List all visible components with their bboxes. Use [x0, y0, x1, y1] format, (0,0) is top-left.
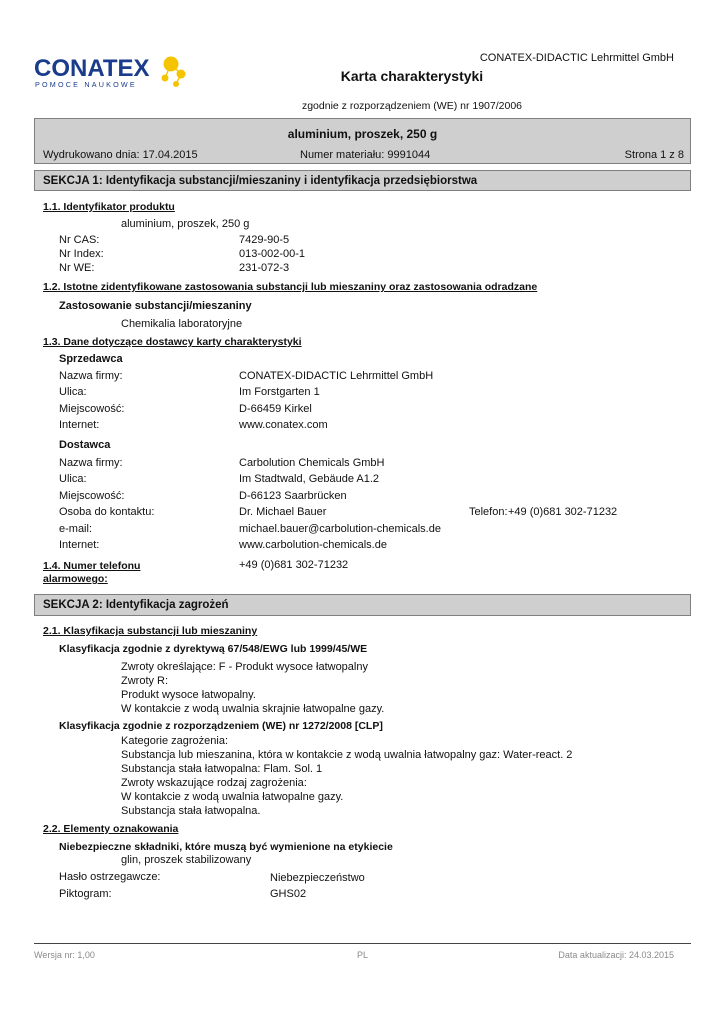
seller-label: Internet:: [59, 419, 100, 431]
seller-label: Miejscowość:: [59, 403, 125, 415]
product-name: aluminium, proszek, 250 g: [121, 218, 250, 230]
use-heading: Zastosowanie substancji/mieszaniny: [59, 300, 252, 312]
clp-line: W kontakcie z wodą uwalnia łatwopalne gazy.: [121, 791, 344, 803]
pictogram-value: GHS02: [270, 888, 307, 900]
seller-heading: Sprzedawca: [59, 353, 123, 365]
id-label: Nr WE:: [59, 262, 95, 274]
seller-label: Nazwa firmy:: [59, 370, 123, 382]
supplier-value: Im Stadtwald, Gebäude A1.2: [239, 473, 380, 485]
pictogram-label: Piktogram:: [59, 888, 112, 900]
supplier-value: Dr. Michael Bauer: [239, 506, 327, 518]
seller-value: Im Forstgarten 1: [239, 386, 320, 398]
phone-value: +49 (0)681 302-71232: [508, 506, 618, 518]
use-value: Chemikalia laboratoryjne: [121, 318, 243, 330]
id-value: 7429-90-5: [239, 234, 290, 246]
clp-line: Zwroty wskazujące rodzaj zagrożenia:: [121, 777, 307, 789]
seller-website-link[interactable]: www.conatex.com: [239, 419, 328, 431]
page-number: Strona 1 z 8: [624, 149, 684, 161]
clp-line: Substancja stała łatwopalna: Flam. Sol. 1: [121, 763, 323, 775]
signal-word-value: Niebezpieczeństwo: [270, 872, 365, 884]
seller-value: D-66459 Kirkel: [239, 403, 312, 415]
id-label: Nr CAS:: [59, 234, 100, 246]
supplier-email-link[interactable]: michael.bauer@carbolution-chemicals.de: [239, 523, 441, 535]
supplier-label: Ulica:: [59, 473, 87, 485]
clp-heading: Klasyfikacja zgodnie z rozporządzeniem (WE) nr 1272/2008 [CLP]: [59, 720, 383, 732]
emergency-phone: +49 (0)681 302-71232: [239, 559, 349, 571]
company-name: CONATEX-DIDACTIC Lehrmittel GmbH: [479, 52, 674, 64]
heading-1-2: 1.2. Istotne zidentyfikowane zastosowania substancji lub mieszaniny oraz zastosowania odradzane: [43, 281, 538, 293]
product-title: aluminium, proszek, 250 g: [287, 127, 438, 141]
id-value: 013-002-00-1: [239, 248, 306, 260]
supplier-value: Carbolution Chemicals GmbH: [239, 457, 385, 469]
id-label: Nr Index:: [59, 248, 104, 260]
supplier-label: Miejscowość:: [59, 490, 125, 502]
logo-wordmark: CONATEX: [34, 55, 150, 82]
supplier-label: Internet:: [59, 539, 100, 551]
printed-date: Wydrukowano dnia: 17.04.2015: [43, 149, 198, 161]
hazardous-components-heading: Niebezpieczne składniki, które muszą być wymienione na etykiecie: [59, 841, 393, 853]
footer-updated: Data aktualizacji: 24.03.2015: [558, 950, 674, 960]
supplier-heading: Dostawca: [59, 439, 111, 451]
directive-line: Zwroty R:: [121, 675, 169, 687]
logo-subtitle: POMOCE NAUKOWE: [35, 80, 137, 89]
section-2-bar: [34, 594, 691, 616]
regulation-note: zgodnie z rozporządzeniem (WE) nr 1907/2006: [301, 100, 523, 112]
footer-language: PL: [357, 950, 369, 960]
supplier-label: e-mail:: [59, 523, 93, 535]
material-number: Numer materiału: 9991044: [300, 149, 431, 161]
product-header-box: [34, 118, 691, 164]
id-value: 231-072-3: [239, 262, 290, 274]
clp-line: Substancja stała łatwopalna.: [121, 805, 261, 817]
heading-1-4-cont: alarmowego:: [43, 573, 108, 585]
heading-2-2: 2.2. Elementy oznakowania: [43, 823, 179, 835]
footer-rule: [34, 943, 691, 944]
signal-word-label: Hasło ostrzegawcze:: [59, 871, 161, 883]
seller-value: CONATEX-DIDACTIC Lehrmittel GmbH: [239, 370, 434, 382]
section-2-title: SEKCJA 2: Identyfikacja zagrożeń: [43, 599, 229, 611]
footer-version: Wersja nr: 1,00: [34, 950, 95, 960]
supplier-label: Nazwa firmy:: [59, 457, 123, 469]
supplier-label: Osoba do kontaktu:: [59, 506, 155, 518]
directive-line: Zwroty określające: F - Produkt wysoce łatwopalny: [121, 661, 368, 673]
directive-line: W kontakcie z wodą uwalnia skrajnie łatwopalne gazy.: [121, 703, 385, 715]
supplier-website-link[interactable]: www.carbolution-chemicals.de: [239, 539, 387, 551]
directive-heading: Klasyfikacja zgodnie z dyrektywą 67/548/EWG lub 1999/45/WE: [59, 643, 368, 655]
section-1-title: SEKCJA 1: Identyfikacja substancji/mieszaniny i identyfikacja przedsiębiorstwa: [43, 175, 478, 187]
heading-1-4: 1.4. Numer telefonu: [43, 560, 141, 572]
seller-label: Ulica:: [59, 386, 87, 398]
heading-1-3: 1.3. Dane dotyczące dostawcy karty charakterystyki: [43, 336, 302, 348]
phone-label: Telefon:: [469, 506, 508, 518]
supplier-value: D-66123 Saarbrücken: [239, 490, 347, 502]
hazardous-components-value: glin, proszek stabilizowany: [121, 854, 252, 866]
directive-line: Produkt wysoce łatwopalny.: [121, 689, 256, 701]
clp-line: Kategorie zagrożenia:: [121, 735, 229, 747]
clp-line: Substancja lub mieszanina, która w kontakcie z wodą uwalnia łatwopalny gaz: Water-react. 2: [121, 749, 573, 761]
section-1-bar: [34, 170, 691, 191]
document-title: Karta charakterystyki: [340, 68, 484, 84]
heading-1-1: 1.1. Identyfikator produktu: [43, 201, 175, 213]
heading-2-1: 2.1. Klasyfikacja substancji lub mieszaniny: [43, 625, 258, 637]
